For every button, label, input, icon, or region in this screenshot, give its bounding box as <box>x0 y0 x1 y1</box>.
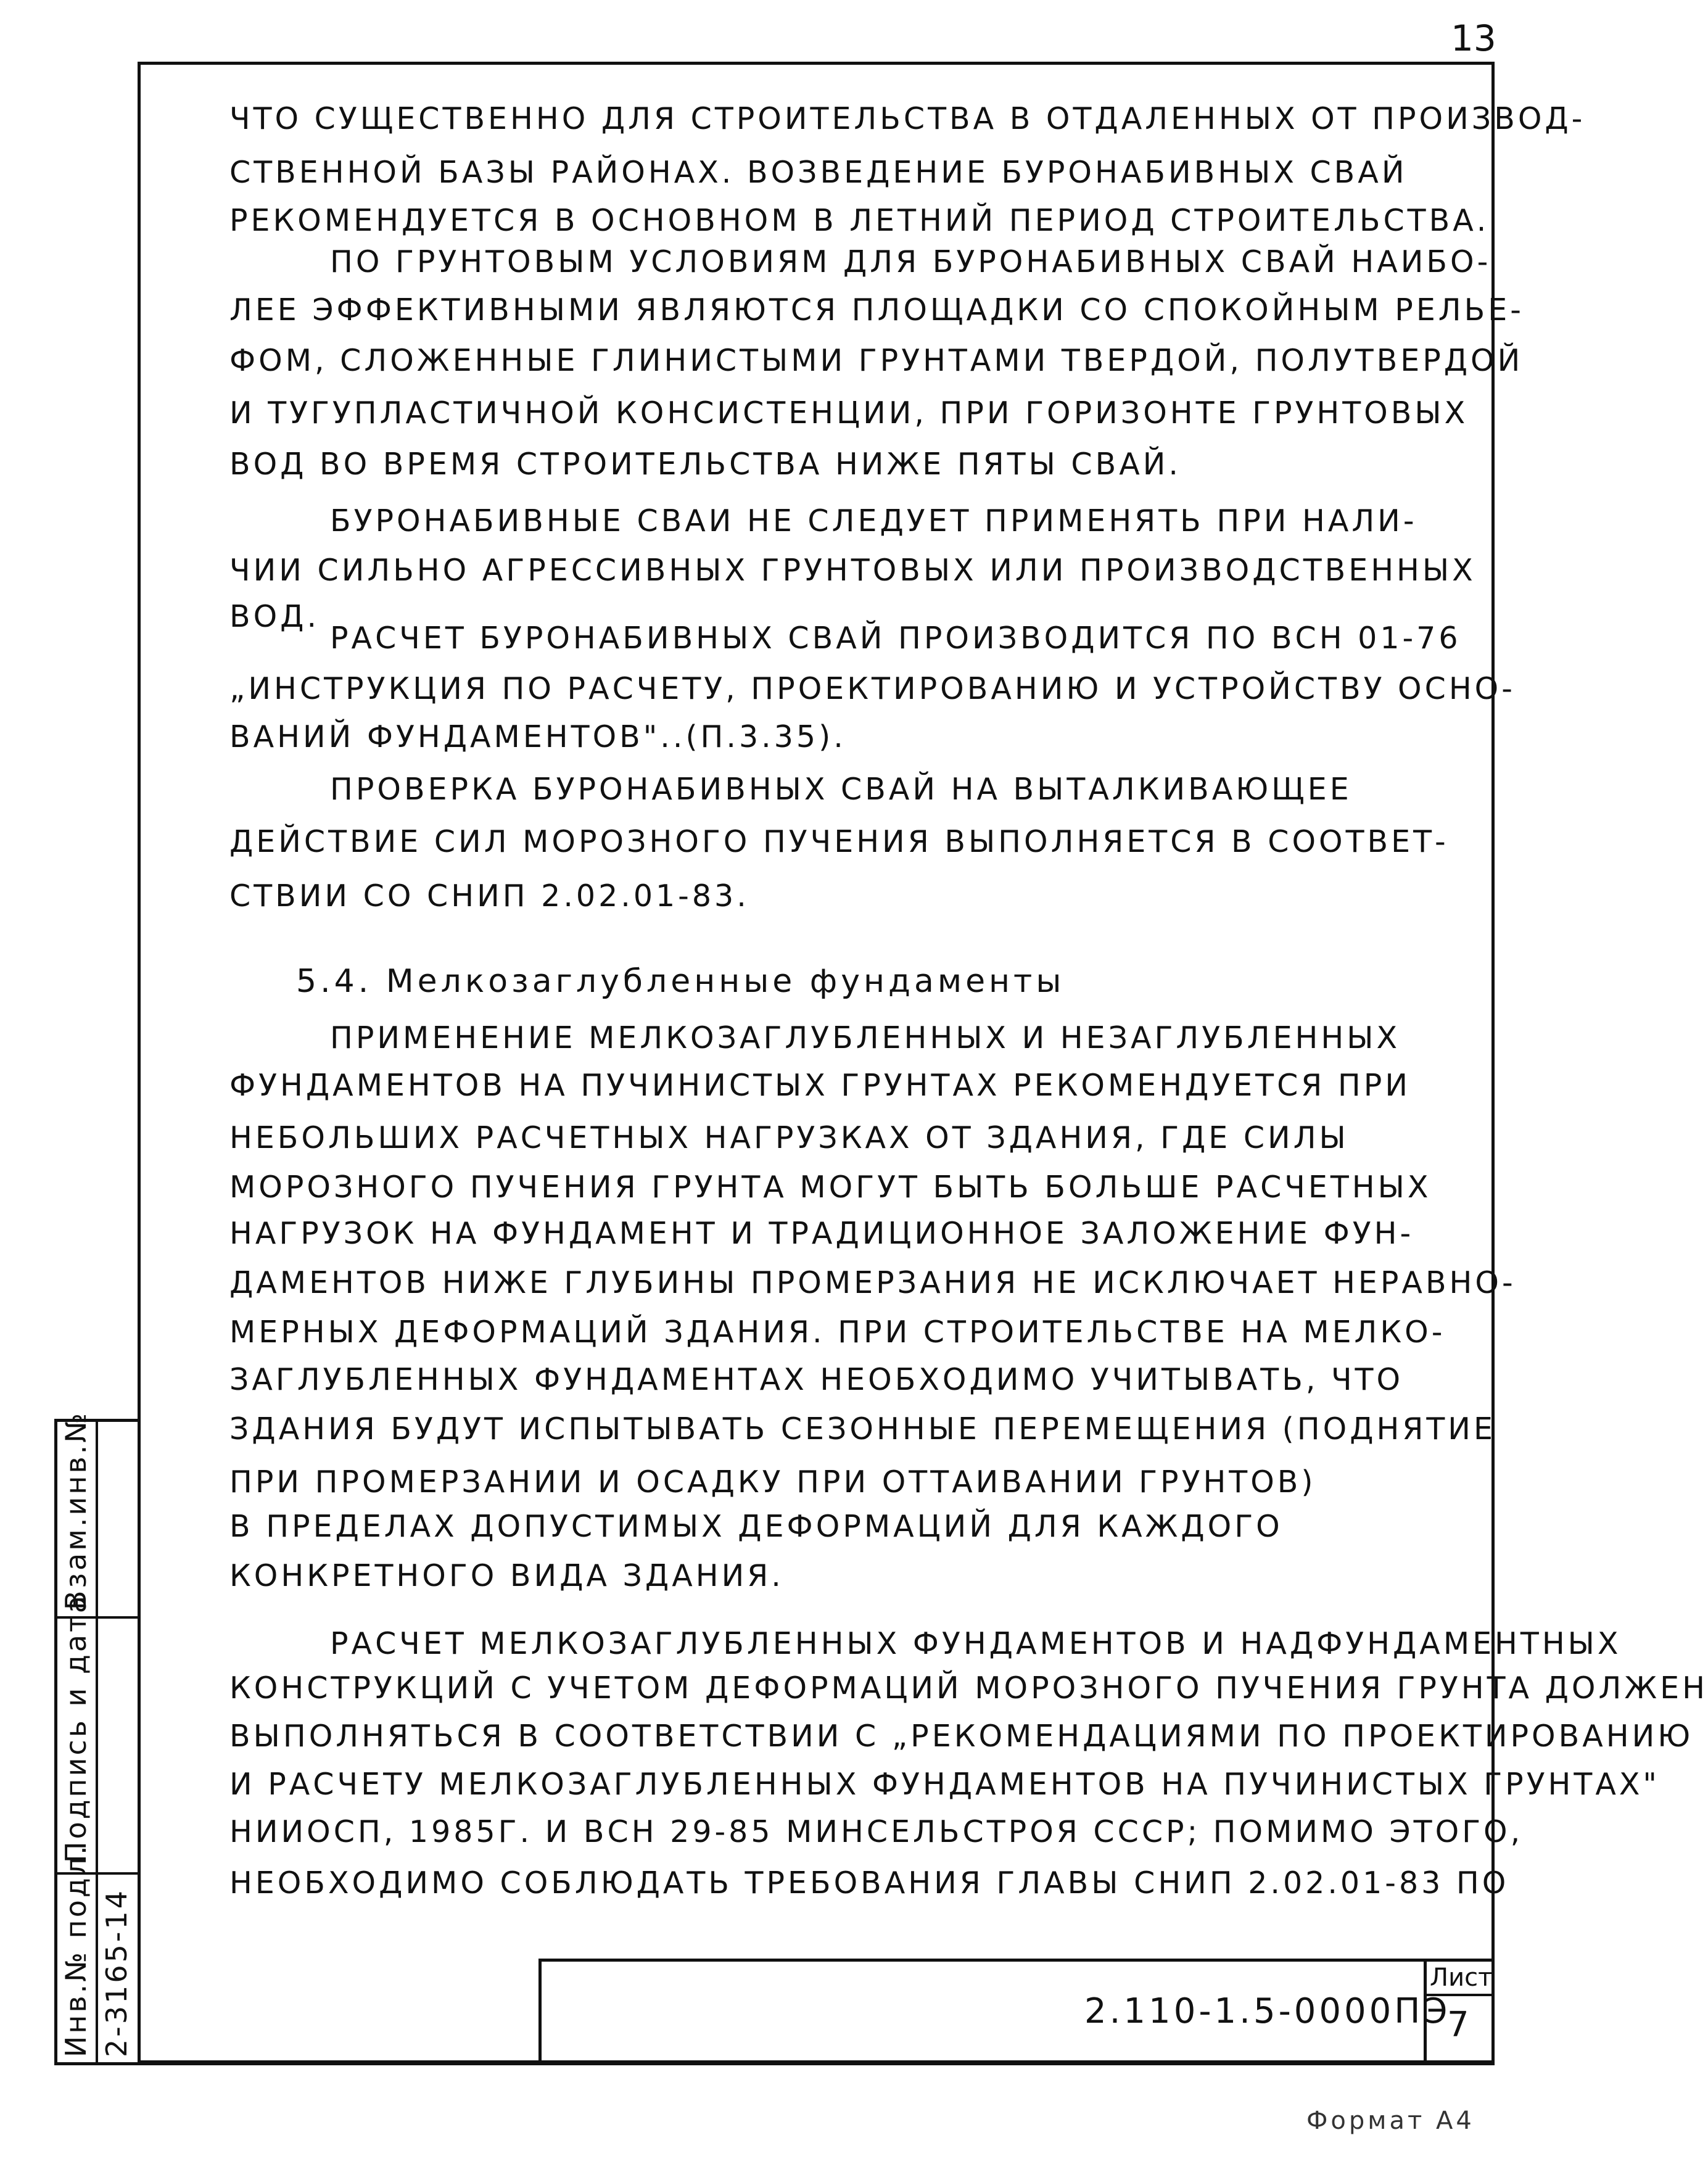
text-line: КОНКРЕТНОГО ВИДА ЗДАНИЯ. <box>229 1558 784 1593</box>
text-line: РЕКОМЕНДУЕТСЯ В ОСНОВНОМ В ЛЕТНИЙ ПЕРИОД СТРОИТЕЛЬСТВА. <box>229 203 1490 238</box>
text-line: ПО ГРУНТОВЫМ УСЛОВИЯМ ДЛЯ БУРОНАБИВНЫХ СВАЙ НАИБО- <box>330 244 1491 279</box>
text-line: НИИОСП, 1985Г. И ВСН 29-85 МИНСЕЛЬСТРОЯ СССР; ПОМИМО ЭТОГО, <box>229 1814 1524 1849</box>
text-line: ВОД. <box>229 599 320 634</box>
signature-date-label: Подпись и дата <box>59 1593 93 1863</box>
text-line: НЕОБХОДИМО СОБЛЮДАТЬ ТРЕБОВАНИЯ ГЛАВЫ СНИП 2.02.01-83 ПО <box>229 1865 1509 1901</box>
text-line: МЕРНЫХ ДЕФОРМАЦИЙ ЗДАНИЯ. ПРИ СТРОИТЕЛЬСТВЕ НА МЕЛКО- <box>229 1315 1446 1350</box>
text-line: НЕБОЛЬШИХ РАСЧЕТНЫХ НАГРУЗКАХ ОТ ЗДАНИЯ, ГДЕ СИЛЫ <box>229 1120 1349 1155</box>
text-line: БУРОНАБИВНЫЕ СВАИ НЕ СЛЕДУЕТ ПРИМЕНЯТЬ ПРИ НАЛИ- <box>330 503 1417 539</box>
text-line: И ТУГУПЛАСТИЧНОЙ КОНСИСТЕНЦИИ, ПРИ ГОРИЗОНТЕ ГРУНТОВЫХ <box>229 395 1469 431</box>
text-line: ЧТО СУЩЕСТВЕННО ДЛЯ СТРОИТЕЛЬСТВА В ОТДАЛЕННЫХ ОТ ПРОИЗВОД- <box>229 101 1586 136</box>
document-code: 2.110-1.5-0000ПЭ <box>1084 1991 1451 2031</box>
format-label: Формат А4 <box>1306 2107 1475 2135</box>
sheet-number: 7 <box>1447 2005 1469 2045</box>
text-line: СТВЕННОЙ БАЗЫ РАЙОНАХ. ВОЗВЕДЕНИЕ БУРОНАБИВНЫХ СВАЙ <box>229 155 1408 190</box>
text-line: ЛЕЕ ЭФФЕКТИВНЫМИ ЯВЛЯЮТСЯ ПЛОЩАДКИ СО СПОКОЙНЫМ РЕЛЬЕ- <box>229 292 1524 328</box>
text-line: И РАСЧЕТУ МЕЛКОЗАГЛУБЛЕННЫХ ФУНДАМЕНТОВ НА ПУЧИНИСТЫХ ГРУНТАХ" <box>229 1767 1660 1802</box>
text-line: ФОМ, СЛОЖЕННЫЕ ГЛИНИСТЫМИ ГРУНТАМИ ТВЕРДОЙ, ПОЛУТВЕРДОЙ <box>229 343 1524 378</box>
text-line: МОРОЗНОГО ПУЧЕНИЯ ГРУНТА МОГУТ БЫТЬ БОЛЬШЕ РАСЧЕТНЫХ <box>229 1170 1432 1205</box>
text-line: ФУНДАМЕНТОВ НА ПУЧИНИСТЫХ ГРУНТАХ РЕКОМЕНДУЕТСЯ ПРИ <box>229 1068 1411 1103</box>
text-line: ПРИМЕНЕНИЕ МЕЛКОЗАГЛУБЛЕННЫХ И НЕЗАГЛУБЛЕННЫХ <box>330 1020 1401 1055</box>
text-line: ДАМЕНТОВ НИЖЕ ГЛУБИНЫ ПРОМЕРЗАНИЯ НЕ ИСКЛЮЧАЕТ НЕРАВНО- <box>229 1265 1516 1300</box>
inv-podl-value: 2-3165-14 <box>100 1888 133 2057</box>
text-line: СТВИИ СО СНИП 2.02.01-83. <box>229 878 749 914</box>
text-line: ВАНИЙ ФУНДАМЕНТОВ"..(П.3.35). <box>229 719 846 754</box>
text-line: ПРОВЕРКА БУРОНАБИВНЫХ СВАЙ НА ВЫТАЛКИВАЮЩЕЕ <box>330 772 1352 807</box>
text-line: „ИНСТРУКЦИЯ ПО РАСЧЕТУ, ПРОЕКТИРОВАНИЮ И УСТРОЙСТВУ ОСНО- <box>229 671 1516 706</box>
text-line: РАСЧЕТ БУРОНАБИВНЫХ СВАЙ ПРОИЗВОДИТСЯ ПО ВСН 01-76 <box>330 621 1461 656</box>
text-line: ЗАГЛУБЛЕННЫХ ФУНДАМЕНТАХ НЕОБХОДИМО УЧИТЫВАТЬ, ЧТО <box>229 1362 1404 1397</box>
text-line: ПРИ ПРОМЕРЗАНИИ И ОСАДКУ ПРИ ОТТАИВАНИИ ГРУНТОВ) <box>229 1464 1316 1500</box>
text-line: ВОД ВО ВРЕМЯ СТРОИТЕЛЬСТВА НИЖЕ ПЯТЫ СВАЙ. <box>229 447 1181 482</box>
text-line: В ПРЕДЕЛАХ ДОПУСТИМЫХ ДЕФОРМАЦИЙ ДЛЯ КАЖДОГО <box>229 1509 1283 1544</box>
text-line: ВЫПОЛНЯТЬСЯ В СООТВЕТСТВИИ С „РЕКОМЕНДАЦИЯМИ ПО ПРОЕКТИРОВАНИЮ <box>229 1719 1694 1754</box>
text-line: ЧИИ СИЛЬНО АГРЕССИВНЫХ ГРУНТОВЫХ ИЛИ ПРОИЗВОДСТВЕННЫХ <box>229 553 1476 588</box>
text-line: ЗДАНИЯ БУДУТ ИСПЫТЫВАТЬ СЕЗОННЫЕ ПЕРЕМЕЩЕНИЯ (ПОДНЯТИЕ <box>229 1411 1496 1447</box>
bottom-rule <box>54 2062 1495 2065</box>
text-line: РАСЧЕТ МЕЛКОЗАГЛУБЛЕННЫХ ФУНДАМЕНТОВ И НАДФУНДАМЕНТНЫХ <box>330 1626 1622 1661</box>
text-line: КОНСТРУКЦИЙ С УЧЕТОМ ДЕФОРМАЦИЙ МОРОЗНОГО ПУЧЕНИЯ ГРУНТА ДОЛЖЕН <box>229 1670 1708 1706</box>
page-number: 13 <box>1451 17 1496 59</box>
sheet-label: Лист <box>1430 1963 1493 1992</box>
text-line: НАГРУЗОК НА ФУНДАМЕНТ И ТРАДИЦИОННОЕ ЗАЛОЖЕНИЕ ФУН- <box>229 1216 1414 1251</box>
vzam-inv-label: Взам.инв.№ <box>59 1410 93 1610</box>
text-line: ДЕЙСТВИЕ СИЛ МОРОЗНОГО ПУЧЕНИЯ ВЫПОЛНЯЕТСЯ В СООТВЕТ- <box>229 824 1449 859</box>
inv-podl-label: Инв.№ подл. <box>59 1843 93 2057</box>
side-margin-divider <box>96 1419 98 2063</box>
section-heading: 5.4. Мелкозаглубленные фундаменты <box>296 963 1065 1000</box>
